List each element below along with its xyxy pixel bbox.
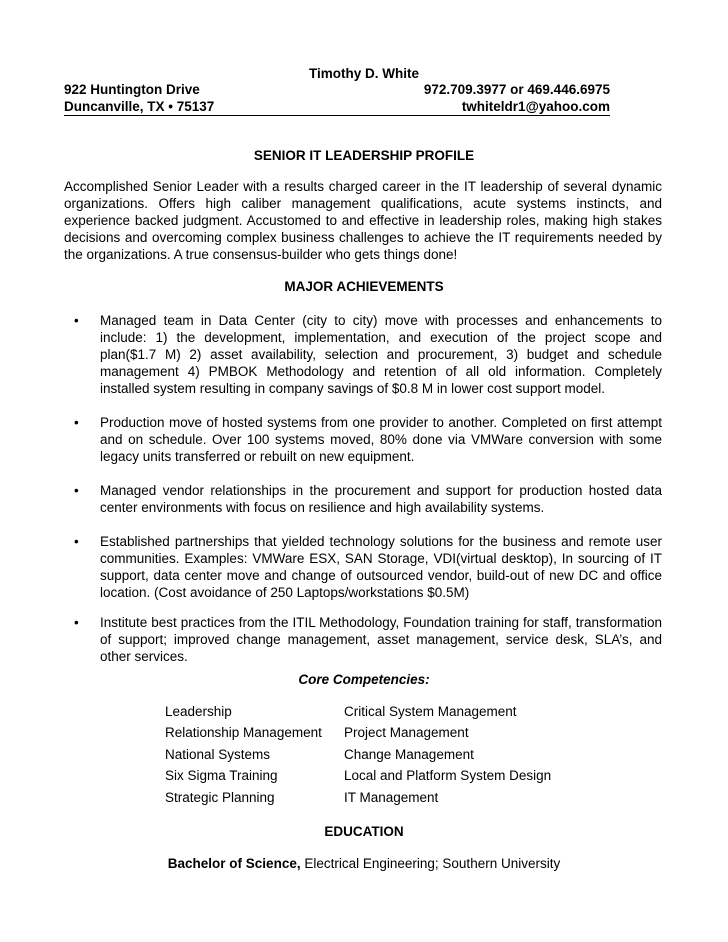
competency-row [165,704,565,725]
bullet-icon: • [74,534,79,549]
achievement-text: Managed vendor relationships in the procurement and support for production hosted data center environments with focus on resilience and high availability systems. [100,483,662,515]
bullet-icon: • [74,415,79,430]
achievement-text: Institute best practices from the ITIL Methodology, Foundation training for staff, transformation of support; improved change management, asset management, service desk, SLA’s, and other services. [100,615,662,664]
bullet-icon: • [74,313,79,328]
achievement-item [64,414,662,465]
competencies-heading: Core Competencies: [298,672,430,687]
degree-title: Bachelor of Science, [167,856,301,871]
competency-row [165,790,565,811]
competency-item: Critical System Management [344,704,517,719]
achievements-heading: MAJOR ACHIEVEMENTS [284,279,444,294]
address-row-2 [64,99,610,116]
competency-item: National Systems [165,746,271,762]
competency-item: Leadership [165,704,232,719]
competency-item: Local and Platform System Design [344,768,552,784]
address-row-1 [64,82,610,97]
achievement-text: Established partnerships that yielded technology solutions for the business and remote user communities. Examples: VMWare ESX, SAN Storage, VDI(virtual desktop), In sourcing of IT support, data center move and change of outsourced vendor, build-out of new DC and office location. (Cost avoidance of 250 Laptops/workstations $0.5M) [100,534,662,600]
achievements-list [64,312,662,665]
achievement-text: Production move of hosted systems from one provider to another. Completed on first attempt and on schedule. Over 100 systems moved, 80% done via VMWare conversion with some legacy units transferred or rebuilt on new equipment. [100,415,662,464]
bullet-icon: • [74,615,79,630]
competency-row [165,725,565,746]
degree-line [0,856,728,871]
bullet-icon: • [74,483,79,498]
city-state-zip: Duncanville, TX • 75137 [64,99,215,114]
profile-heading: SENIOR IT LEADERSHIP PROFILE [253,148,475,163]
achievement-item [64,312,662,397]
competency-item: Strategic Planning [165,789,275,805]
competency-item: IT Management [344,789,439,805]
profile-summary: Accomplished Senior Leader with a results charged career in the IT leadership of several dynamic organizations. Offers high caliber management qualifications, acute systems instincts, and experience backed judgment. Accustomed to and effective in leadership roles, making high stakes decisions and overcoming complex business challenges to achieve the IT requirements needed by the organizations. A true consensus-builder who gets things done! [64,179,662,262]
competency-row [165,747,565,768]
candidate-name: Timothy D. White [309,66,419,81]
competency-item: Change Management [344,746,474,762]
education-heading: EDUCATION [324,824,404,839]
achievement-item [64,614,662,665]
competency-row [165,768,565,789]
achievement-item [64,533,662,601]
competency-item: Project Management [344,725,469,741]
street-address: 922 Huntington Drive [64,82,200,97]
competency-item: Six Sigma Training [165,768,278,784]
achievement-text: Managed team in Data Center (city to city) move with processes and enhancements to include: 1) the development, implementation, and execution of the project scope and plan($1.7 M) 2) asset availability, selection and procurement, 3) budget and schedule management 4) PMBOK Methodology and retention of all old information. Completely installed system resulting in company savings of $0.8 M in lower cost support model. [100,313,662,396]
email-address: twhiteldr1@yahoo.com [461,99,610,114]
degree-details: Electrical Engineering; Southern University [300,856,561,871]
phone-numbers: 972.709.3977 or 469.446.6975 [423,82,610,97]
competency-item: Relationship Management [165,725,322,741]
achievement-item [64,482,662,516]
competencies-table [165,704,565,811]
